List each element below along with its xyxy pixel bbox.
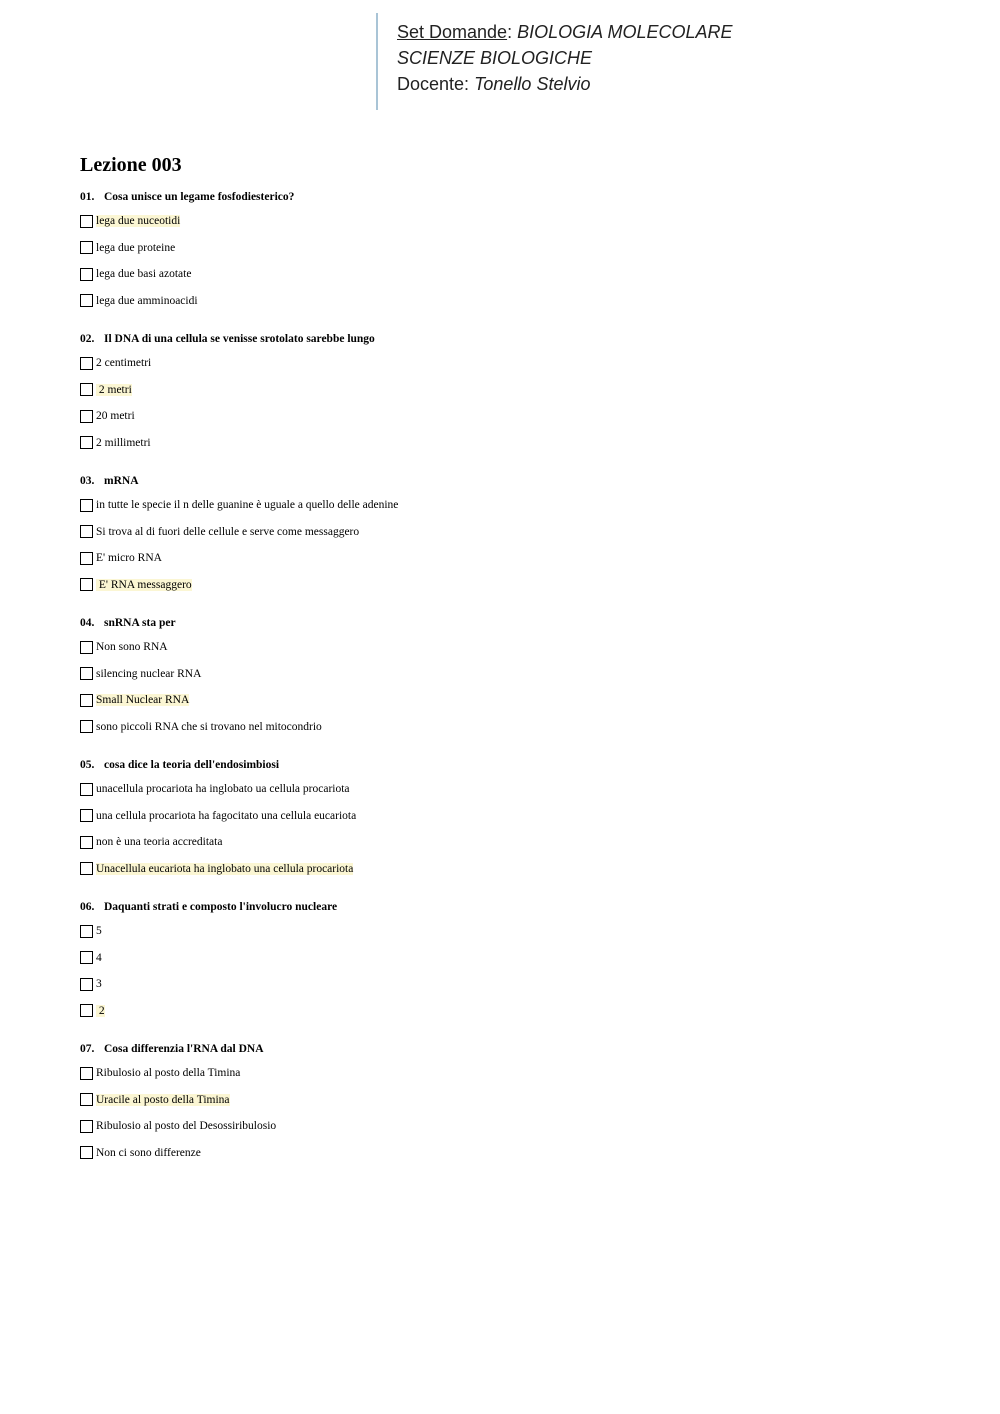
answer-option[interactable] <box>80 803 680 830</box>
set-colon: : <box>507 22 513 42</box>
question-text: Daquanti strati e composto l'involucro nucleare <box>104 901 338 913</box>
answer-option[interactable] <box>80 634 680 661</box>
question-title <box>80 186 680 208</box>
answer-text: lega due basi azotate <box>96 268 192 281</box>
question-list <box>80 186 680 1180</box>
answer-option[interactable] <box>80 545 680 572</box>
question-block <box>80 612 680 740</box>
answer-option[interactable] <box>80 687 680 714</box>
question-number: 07. <box>80 1043 95 1055</box>
answer-option[interactable] <box>80 945 680 972</box>
correct-answer-text: Uracile al posto della Timina <box>96 1093 230 1106</box>
answer-option[interactable] <box>80 998 680 1025</box>
answer-option[interactable] <box>80 856 680 883</box>
question-number: 03. <box>80 475 95 487</box>
answer-option[interactable] <box>80 377 680 404</box>
correct-answer-text: 2 <box>96 1004 105 1017</box>
answer-checkbox[interactable] <box>80 357 93 370</box>
answer-option[interactable] <box>80 829 680 856</box>
set-label: Set Domande <box>397 22 508 42</box>
answer-option[interactable] <box>80 1087 680 1114</box>
correct-answer-text: Unacellula eucariota ha inglobato una cellula procariota <box>96 862 354 875</box>
question-number: 04. <box>80 617 95 629</box>
answer-checkbox[interactable] <box>80 667 93 680</box>
answer-option[interactable] <box>80 261 680 288</box>
question-title <box>80 612 680 634</box>
question-text: cosa dice la teoria dell'endosimbiosi <box>104 759 280 771</box>
correct-answer-text: Small Nuclear RNA <box>96 694 190 707</box>
answer-checkbox[interactable] <box>80 215 93 228</box>
answer-option[interactable] <box>80 403 680 430</box>
answer-checkbox[interactable] <box>80 552 93 565</box>
answer-checkbox[interactable] <box>80 525 93 538</box>
question-title <box>80 328 680 350</box>
answer-option[interactable] <box>80 430 680 457</box>
answer-text: 20 metri <box>96 410 135 423</box>
answer-text: Non ci sono differenze <box>96 1146 201 1159</box>
answer-text: Ribulosio al posto della Timina <box>96 1067 241 1080</box>
answer-option[interactable] <box>80 1060 680 1087</box>
answer-checkbox[interactable] <box>80 951 93 964</box>
teacher-label: Docente: <box>397 74 470 94</box>
set-line <box>397 19 796 45</box>
correct-answer-text: E' RNA messaggero <box>96 578 192 591</box>
answer-option[interactable] <box>80 492 680 519</box>
correct-answer-text: lega due nuceotidi <box>96 215 181 228</box>
answer-text: E' micro RNA <box>96 552 162 565</box>
answer-text: Si trova al di fuori delle cellule e serve come messaggero <box>96 525 360 538</box>
answer-checkbox[interactable] <box>80 383 93 396</box>
answer-checkbox[interactable] <box>80 294 93 307</box>
answer-text: sono piccoli RNA che si trovano nel mitocondrio <box>96 720 322 733</box>
answer-text: silencing nuclear RNA <box>96 667 202 680</box>
answer-text: lega due proteine <box>96 241 176 254</box>
answer-option[interactable] <box>80 288 680 315</box>
question-block <box>80 186 680 314</box>
lesson-title: Lezione 003 <box>80 154 182 176</box>
question-text: Cosa unisce un legame fosfodiesterico? <box>104 191 295 203</box>
teacher-line <box>397 71 796 97</box>
answer-checkbox[interactable] <box>80 268 93 281</box>
question-number: 06. <box>80 901 95 913</box>
subject-name: BIOLOGIA MOLECOLARE <box>517 22 733 42</box>
answer-option[interactable] <box>80 208 680 235</box>
answer-text: Ribulosio al posto del Desossiribulosio <box>96 1120 277 1133</box>
answer-checkbox[interactable] <box>80 241 93 254</box>
question-title <box>80 896 680 918</box>
answer-option[interactable] <box>80 776 680 803</box>
question-text: snRNA sta per <box>104 617 176 629</box>
answer-option[interactable] <box>80 350 680 377</box>
answer-checkbox[interactable] <box>80 978 93 991</box>
answer-checkbox[interactable] <box>80 862 93 875</box>
teacher-name: Tonello Stelvio <box>474 74 591 94</box>
answer-checkbox[interactable] <box>80 1120 93 1133</box>
answer-option[interactable] <box>80 971 680 998</box>
answer-text: 2 centimetri <box>96 357 152 370</box>
answer-text: 3 <box>96 978 102 991</box>
answer-text: una cellula procariota ha fagocitato una cellula eucariota <box>96 809 357 822</box>
question-number: 01. <box>80 191 95 203</box>
answer-checkbox[interactable] <box>80 694 93 707</box>
answer-checkbox[interactable] <box>80 641 93 654</box>
answer-checkbox[interactable] <box>80 809 93 822</box>
question-title <box>80 754 680 776</box>
answer-text: in tutte le specie il n delle guanine è uguale a quello delle adenine <box>96 499 399 512</box>
question-block <box>80 754 680 882</box>
answer-checkbox[interactable] <box>80 499 93 512</box>
question-text: mRNA <box>104 475 139 487</box>
answer-checkbox[interactable] <box>80 720 93 733</box>
answer-option[interactable] <box>80 1113 680 1140</box>
question-block <box>80 896 680 1024</box>
answer-text: non è una teoria accreditata <box>96 836 223 849</box>
answer-option[interactable] <box>80 235 680 262</box>
answer-option[interactable] <box>80 661 680 688</box>
answer-option[interactable] <box>80 519 680 546</box>
question-block <box>80 328 680 456</box>
answer-text: 4 <box>96 951 102 964</box>
answer-checkbox[interactable] <box>80 925 93 938</box>
course-name: SCIENZE BIOLOGICHE <box>397 48 593 68</box>
answer-checkbox[interactable] <box>80 1093 93 1106</box>
question-title <box>80 1038 680 1060</box>
document-header <box>376 13 796 110</box>
question-number: 02. <box>80 333 95 345</box>
answer-checkbox[interactable] <box>80 578 93 591</box>
answer-text: 5 <box>96 925 102 938</box>
answer-checkbox[interactable] <box>80 783 93 796</box>
question-block <box>80 470 680 598</box>
question-text: Il DNA di una cellula se venisse srotolato sarebbe lungo <box>104 333 375 345</box>
answer-checkbox[interactable] <box>80 410 93 423</box>
answer-text: unacellula procariota ha inglobato ua cellula procariota <box>96 783 350 796</box>
question-block <box>80 1038 680 1166</box>
answer-checkbox[interactable] <box>80 436 93 449</box>
question-number: 05. <box>80 759 95 771</box>
answer-text: Non sono RNA <box>96 641 168 654</box>
answer-option[interactable] <box>80 918 680 945</box>
question-title <box>80 470 680 492</box>
answer-checkbox[interactable] <box>80 1067 93 1080</box>
answer-option[interactable] <box>80 714 680 741</box>
answer-checkbox[interactable] <box>80 1146 93 1159</box>
answer-option[interactable] <box>80 1140 680 1167</box>
question-text: Cosa differenzia l'RNA dal DNA <box>104 1043 264 1055</box>
answer-text: lega due amminoacidi <box>96 294 198 307</box>
answer-option[interactable] <box>80 572 680 599</box>
answer-checkbox[interactable] <box>80 836 93 849</box>
correct-answer-text: 2 metri <box>96 383 132 396</box>
answer-text: 2 millimetri <box>96 436 151 449</box>
answer-checkbox[interactable] <box>80 1004 93 1017</box>
